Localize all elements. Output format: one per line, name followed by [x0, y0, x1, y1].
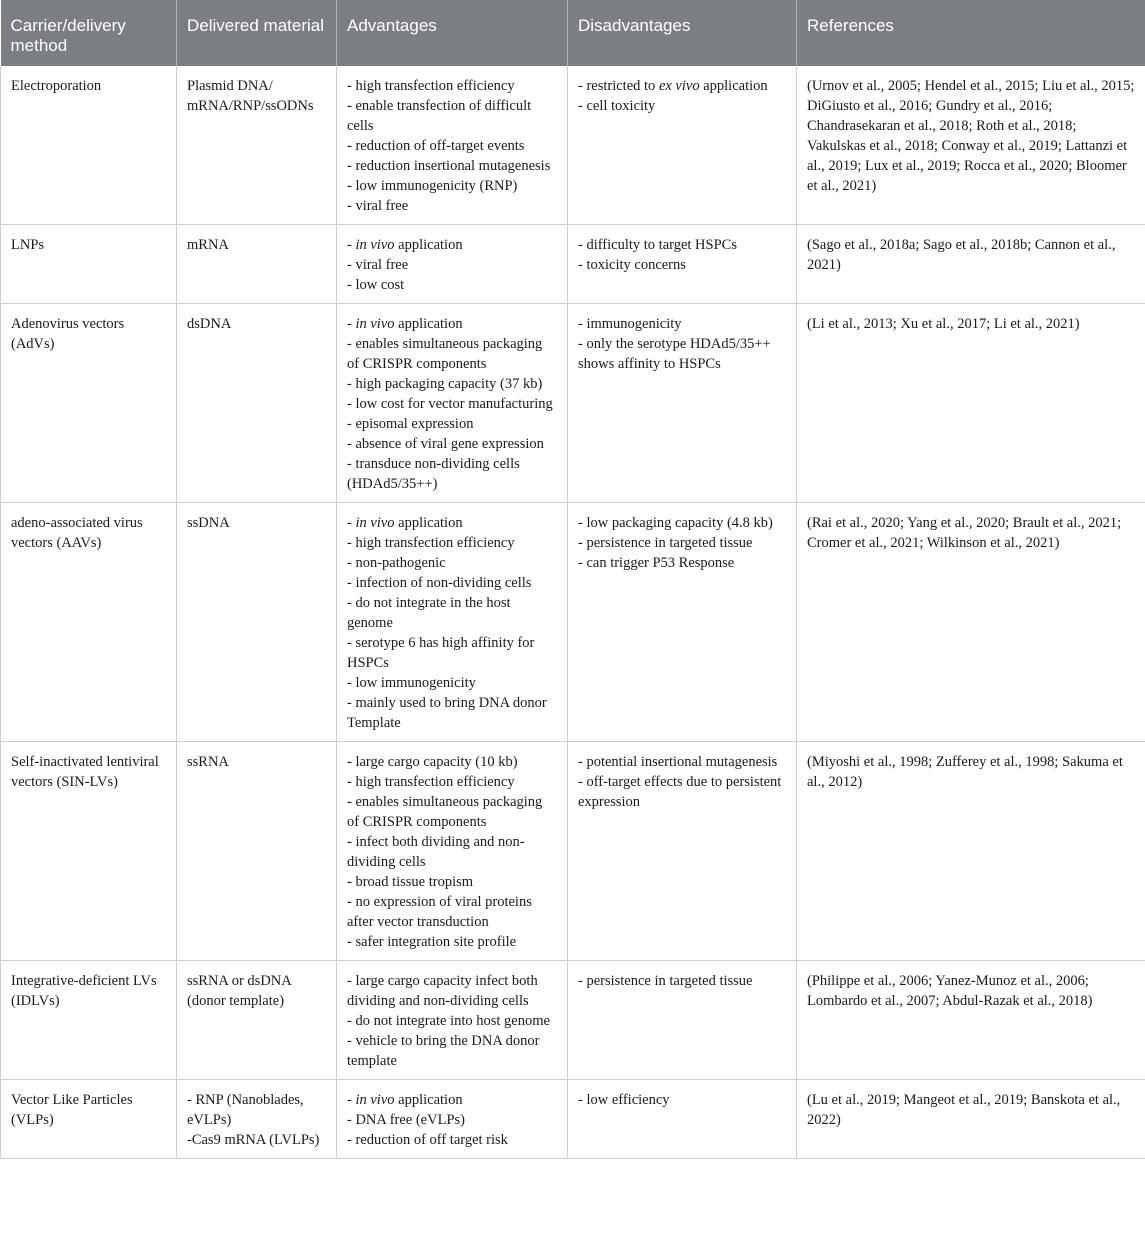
cell-references: (Sago et al., 2018a; Sago et al., 2018b; Cannon et al., 2021) [797, 225, 1145, 304]
cell-references: (Miyoshi et al., 1998; Zufferey et al., 1998; Sakuma et al., 2012) [797, 742, 1145, 961]
cell-material: ssDNA [177, 503, 337, 742]
header-references: References [797, 0, 1145, 66]
cell-advantages [337, 225, 568, 304]
cell-disadvantages [568, 66, 797, 225]
advantage-item: - high transfection efficiency [347, 78, 515, 94]
cell-material: Plasmid DNA/ mRNA/RNP/ssODNs [177, 66, 337, 225]
disadvantage-item: - potential insertional mutagenesis [578, 754, 778, 770]
advantage-item: - high transfection efficiency [347, 774, 515, 790]
cell-disadvantages [568, 742, 797, 961]
disadvantage-item: - toxicity concerns [578, 257, 686, 273]
advantage-item: - viral free [347, 257, 409, 273]
cell-references: (Lu et al., 2019; Mangeot et al., 2019; Banskota et al., 2022) [797, 1080, 1145, 1159]
disadvantage-item: - low efficiency [578, 1092, 670, 1108]
material-item: - RNP (Nanoblades, eVLPs) [187, 1092, 304, 1128]
material-item: -Cas9 mRNA (LVLPs) [187, 1132, 320, 1148]
advantage-item: - high packaging capacity (37 kb) [347, 376, 543, 392]
advantage-item: - in vivo application [347, 1092, 463, 1108]
cell-method: adeno-associated virus vectors (AAVs) [1, 503, 177, 742]
table-row [1, 961, 1145, 1080]
disadvantage-item: - restricted to ex vivo application [578, 78, 768, 94]
cell-disadvantages [568, 961, 797, 1080]
advantage-item: - enables simultaneous packaging of CRISPR components [347, 336, 543, 372]
advantage-item: - low cost [347, 277, 405, 293]
advantage-item: - reduction insertional mutagenesis [347, 158, 551, 174]
advantage-item: - mainly used to bring DNA donor Template [347, 695, 547, 731]
cell-disadvantages [568, 1080, 797, 1159]
table-row [1, 225, 1145, 304]
cell-material: ssRNA [177, 742, 337, 961]
cell-advantages [337, 1080, 568, 1159]
advantage-item: - in vivo application [347, 316, 463, 332]
cell-disadvantages [568, 503, 797, 742]
cell-method: Vector Like Particles (VLPs) [1, 1080, 177, 1159]
table-row [1, 1080, 1145, 1159]
disadvantage-item: - low packaging capacity (4.8 kb) [578, 515, 773, 531]
header-method: Carrier/delivery method [1, 0, 177, 66]
cell-material: ssRNA or dsDNA (donor template) [177, 961, 337, 1080]
cell-references: (Rai et al., 2020; Yang et al., 2020; Brault et al., 2021; Cromer et al., 2021; Wilkinson et al., 2021) [797, 503, 1145, 742]
header-material: Delivered material [177, 0, 337, 66]
advantage-item: - low immunogenicity [347, 675, 476, 691]
cell-method: Adenovirus vectors (AdVs) [1, 304, 177, 503]
advantage-item: - low immunogenicity (RNP) [347, 178, 518, 194]
advantage-item: - enable transfection of difficult cells [347, 98, 532, 134]
advantage-item: - high transfection efficiency [347, 535, 515, 551]
disadvantage-item: - only the serotype HDAd5/35++ shows affinity to HSPCs [578, 336, 771, 372]
cell-method: LNPs [1, 225, 177, 304]
table-row [1, 66, 1145, 225]
advantage-item: - DNA free (eVLPs) [347, 1112, 465, 1128]
cell-advantages [337, 961, 568, 1080]
advantage-item: - episomal expression [347, 416, 474, 432]
advantage-item: - do not integrate in the host genome [347, 595, 511, 631]
advantage-item: - non-pathogenic [347, 555, 446, 571]
cell-references: (Urnov et al., 2005; Hendel et al., 2015; Liu et al., 2015; DiGiusto et al., 2016; Gundry et al., 2016; Chandrasekaran et al., 2018; Roth et al., 2018; Vakulskas et al., 2018; Conway et al., 2019; Lattanzi et al., 2019; Lux et al., 2019; Rocca et al., 2020; Bloomer et al., 2021) [797, 66, 1145, 225]
disadvantage-item: - persistence in targeted tissue [578, 973, 753, 989]
cell-advantages [337, 742, 568, 961]
cell-material [177, 1080, 337, 1159]
advantage-item: - large cargo capacity (10 kb) [347, 754, 518, 770]
cell-method: Electroporation [1, 66, 177, 225]
table-row [1, 304, 1145, 503]
header-disadvantages: Disadvantages [568, 0, 797, 66]
cell-advantages [337, 66, 568, 225]
cell-method: Self-inactivated lentiviral vectors (SIN-LVs) [1, 742, 177, 961]
advantage-item: - infect both dividing and non-dividing cells [347, 834, 525, 870]
advantage-item: - do not integrate into host genome [347, 1013, 550, 1029]
disadvantage-item: - immunogenicity [578, 316, 682, 332]
header-row [1, 0, 1145, 66]
advantage-item: - absence of viral gene expression [347, 436, 544, 452]
table-row [1, 742, 1145, 961]
advantage-item: - reduction of off target risk [347, 1132, 508, 1148]
cell-method: Integrative-deficient LVs (IDLVs) [1, 961, 177, 1080]
disadvantage-item: - persistence in targeted tissue [578, 535, 753, 551]
cell-references: (Li et al., 2013; Xu et al., 2017; Li et al., 2021) [797, 304, 1145, 503]
advantage-item: - no expression of viral proteins after vector transduction [347, 894, 532, 930]
advantage-item: - serotype 6 has high affinity for HSPCs [347, 635, 535, 671]
advantage-item: - transduce non-dividing cells (HDAd5/35++) [347, 456, 520, 492]
disadvantage-item: - can trigger P53 Response [578, 555, 735, 571]
table-row [1, 503, 1145, 742]
cell-advantages [337, 503, 568, 742]
advantage-item: - broad tissue tropism [347, 874, 474, 890]
advantage-item: - infection of non-dividing cells [347, 575, 532, 591]
cell-disadvantages [568, 304, 797, 503]
cell-disadvantages [568, 225, 797, 304]
advantage-item: - vehicle to bring the DNA donor template [347, 1033, 540, 1069]
advantage-item: - enables simultaneous packaging of CRISPR components [347, 794, 543, 830]
cell-advantages [337, 304, 568, 503]
cell-references: (Philippe et al., 2006; Yanez-Munoz et al., 2006; Lombardo et al., 2007; Abdul-Razak et al., 2018) [797, 961, 1145, 1080]
advantage-item: - in vivo application [347, 515, 463, 531]
advantage-item: - in vivo application [347, 237, 463, 253]
advantage-item: - viral free [347, 198, 409, 214]
cell-material: mRNA [177, 225, 337, 304]
header-advantages: Advantages [337, 0, 568, 66]
cell-material: dsDNA [177, 304, 337, 503]
advantage-item: - large cargo capacity infect both dividing and non-dividing cells [347, 973, 538, 1009]
advantage-item: - reduction of off-target events [347, 138, 525, 154]
disadvantage-item: - cell toxicity [578, 98, 656, 114]
disadvantage-item: - off-target effects due to persistent expression [578, 774, 782, 810]
disadvantage-item: - difficulty to target HSPCs [578, 237, 737, 253]
advantage-item: - low cost for vector manufacturing [347, 396, 553, 412]
advantage-item: - safer integration site profile [347, 934, 517, 950]
